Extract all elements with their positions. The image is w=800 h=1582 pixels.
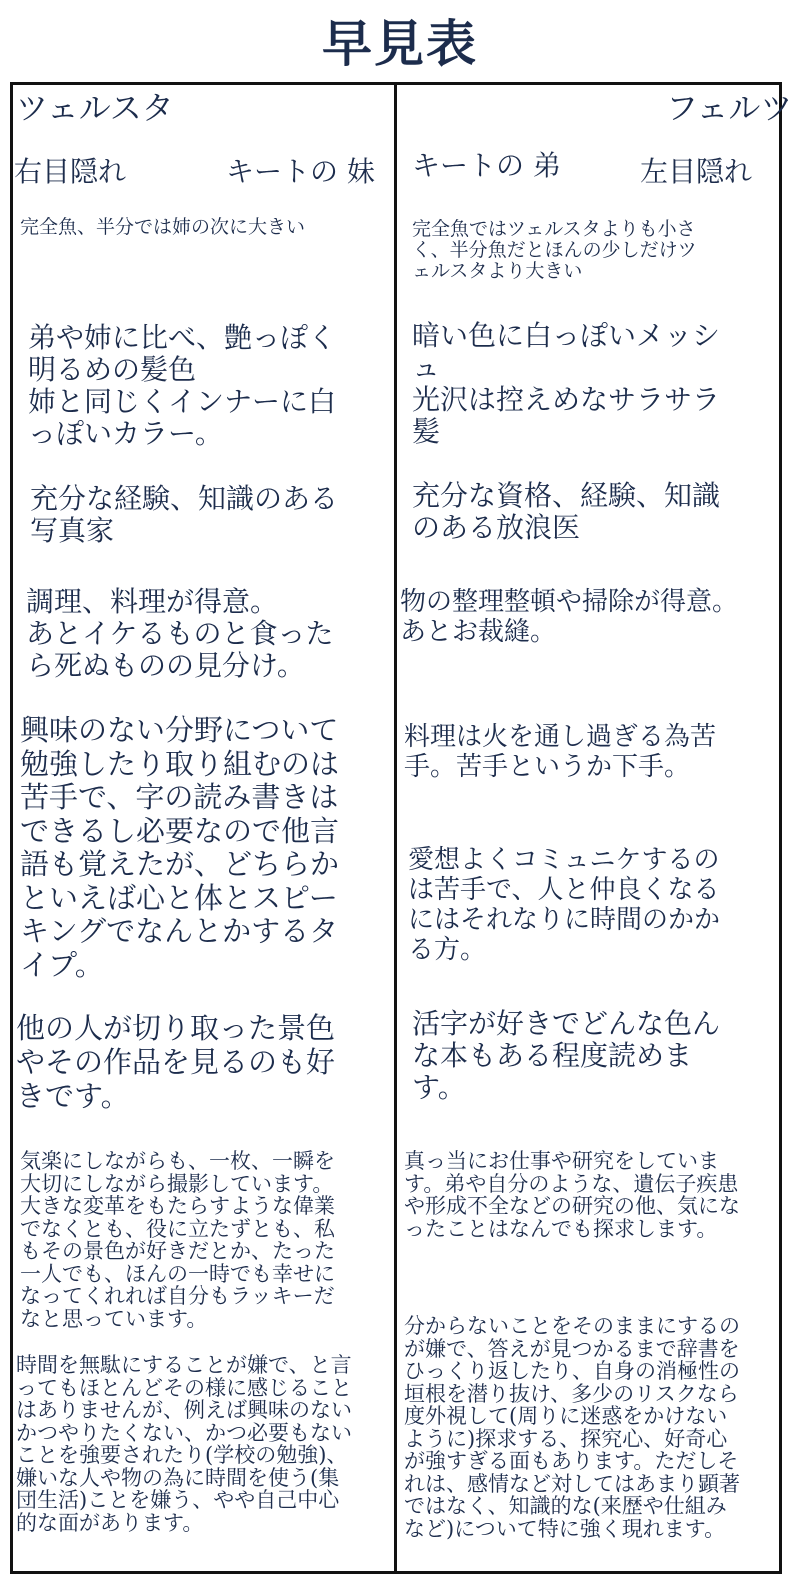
right-likes: 活字が好きでどんな色ん な本もある程度読めま す。 [412,1007,721,1104]
right-skills: 物の整理整頓や掃除が得意。 あとお裁縫。 [400,587,739,647]
right-personality: 分からないことをそのままにするの が嫌で、答えが見つかるまで辞書を ひっくり返したり、自身の消極性の 垣根を潜り抜け、多少のリスクなら 度外視して(周りに迷惑をかけない ように)探求する、探究心、好奇心 が強すぎる面もあります。ただしそ れは、感情など対してはあまり顕著 ではなく、知識的な(来歴や仕組み など)について特に強く現れます。 [404,1314,740,1541]
left-weakness: 興味のない分野について 勉強したり取り組むのは 苦手で、字の読み書きは できるし必要なので他言 語も覚えたが、どちらか といえば心と体とスピー キングでなんとかするタ イプ。 [20,713,340,982]
page-title: 早見表 [322,14,478,73]
right-hair-description: 暗い色に白っぽいメッシ ュ 光沢は控えめなサラサラ 髪 [412,319,721,448]
right-weakness: 料理は火を通し過ぎる為苦 手。苦手というか下手。 [404,722,717,782]
right-character-name: フェルツ [666,89,793,127]
left-eye-trait: 右目隠れ [14,155,127,188]
left-character-name: ツェルスタ [16,89,174,127]
left-size-note: 完全魚、半分では姉の次に大きい [20,216,306,238]
left-hair-description: 弟や姉に比べ、艶っぽく 明るめの髪色 姉と同じくインナーに白 っぽいカラー。 [28,321,337,450]
right-occupation: 充分な資格、経験、知識 のある放浪医 [412,479,721,544]
column-divider [394,82,397,1574]
left-work-note: 気楽にしながらも、一枚、一瞬を 大切にしながら撮影しています。 大きな変革をもたらすような偉業 でなくとも、役に立たずとも、私 もその景色が好きだとか、たった 一人でも、ほんの一時でも幸せに なってくれれば自分もラッキーだ なと思っています。 [20,1149,335,1331]
right-work-note: 真っ当にお仕事や研究をしていま す。弟や自分のような、遺伝子疾患 や形成不全などの研究の他、気にな ったことはなんでも探求します。 [404,1149,740,1241]
left-skills: 調理、料理が得意。 あとイケるものと食った ら死ぬものの見分け。 [26,585,334,682]
right-eye-trait: 左目隠れ [640,155,753,188]
left-occupation: 充分な経験、知識のある 写真家 [30,482,339,547]
left-likes: 他の人が切り取った景色 やその作品を見るのも好 きです。 [16,1011,336,1113]
right-relation: キートの 弟 [412,149,561,182]
right-size-note: 完全魚ではツェルスタよりも小さ く、半分魚だとほんの少しだけツ ェルスタより大きい [412,218,697,282]
right-social: 愛想よくコミュニケするの は苦手で、人と仲良くなる にはそれなりに時間のかか る方。 [408,845,721,965]
left-relation: キートの 妹 [226,155,375,188]
left-personality: 時間を無駄にすることが嫌で、と言 ってもほとんどその様に感じること はありませんが、例えば興味のない かつやりたくない、かつ必要もない ことを強要されたり(学校の勉強)、 嫌いな人や物の為に時間を使う(集 団生活)ことを嫌う、やや自己中心 的な面があります。 [16,1353,352,1535]
